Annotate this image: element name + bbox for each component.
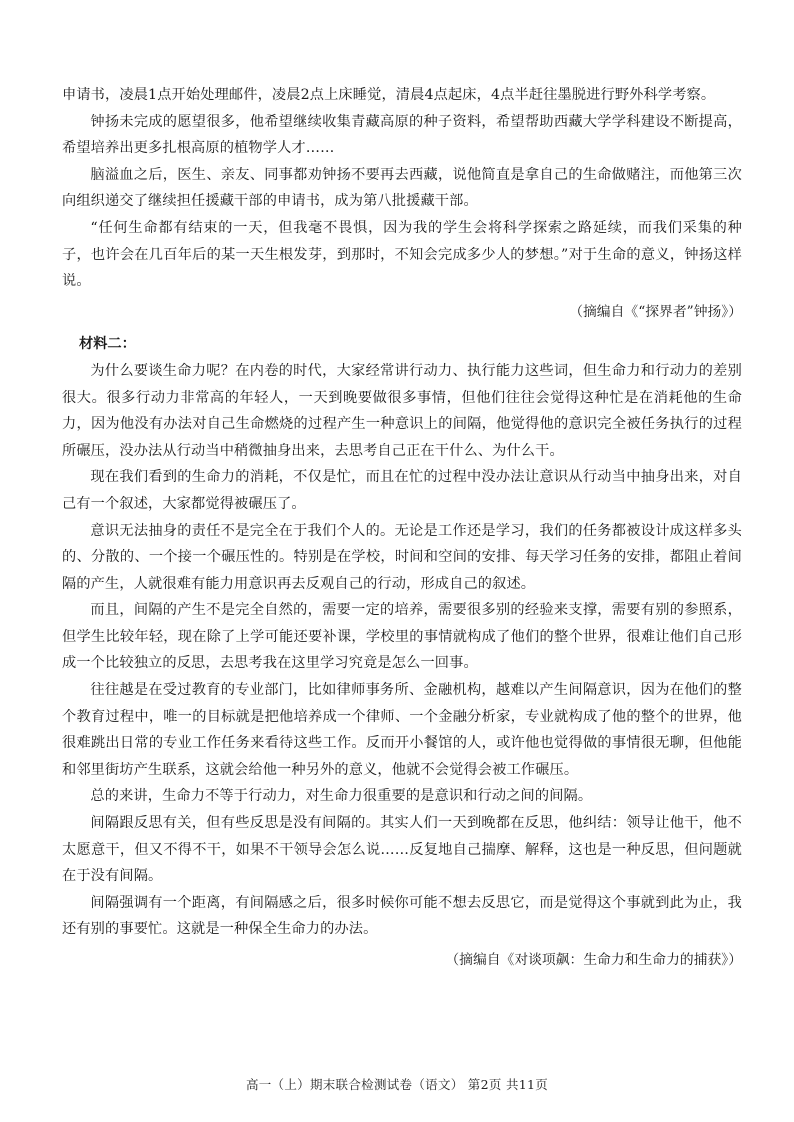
material2-paragraph-8: 间隔强调有一个距离，有间隔感之后，很多时候你可能不想去反思它，而是觉得这个事就到此为止，我还有别的事要忙。这就是一种保全生命力的办法。 [62,894,742,938]
material1-paragraph-1: 申请书，凌晨1点开始处理邮件，凌晨2点上床睡觉，清晨4点起床，4点半赶往墨脱进行野外科学考察。 [62,87,716,103]
material1-paragraph-3: 脑溢血之后，医生、亲友、同事都劝钟扬不要再去西藏，说他简直是拿自己的生命做赌注，而他第三次向组织递交了继续担任援藏干部的申请书，成为第八批援藏干部。 [62,166,742,210]
material2-paragraph-3: 意识无法抽身的责任不是完全在于我们个人的。无论是工作还是学习，我们的任务都被设计成这样多头的、分散的、一个接一个碾压性的。特别是在学校，时间和空间的安排、每天学习任务的安排，都阻止着间隔的产生，人就很难有能力用意识再去反观自己的行动，形成自己的叙述。 [62,522,742,592]
material2-paragraph-4: 而且，间隔的产生不是完全自然的，需要一定的培养，需要很多别的经验来支撑，需要有别的参照系，但学生比较年轻，现在除了上学可能还要补课，学校里的事情就构成了他们的整个世界，很难让他们自己形成一个比较独立的反思，去思考我在这里学习究竟是怎么一回事。 [62,602,742,672]
material1-paragraph-4: “任何生命都有结束的一天，但我毫不畏惧，因为我的学生会将科学探索之路延续，而我们采集的种子，也许会在几百年后的某一天生根发芽，到那时，不知会完成多少人的梦想。”对于生命的意义，钟扬这样说。 [62,219,742,290]
material2-source: （摘编自《对谈项飙：生命力和生命力的捕获》） [445,952,742,968]
page-footer: 高一（上）期末联合检测试卷（语文） 第2页 共11页 [245,1077,549,1092]
material2-paragraph-1: 为什么要谈生命力呢？在内卷的时代，大家经常讲行动力、执行能力这些词，但生命力和行动力的差别很大。很多行动力非常高的年轻人，一天到晚要做很多事情，但他们往往会觉得这种忙是在消耗他的生命力，因为他没有办法对自己生命燃烧的过程产生一种意识上的间隔，他觉得他的意识完全被任务执行的过程所碾压，没办法从行动当中稍微抽身出来，去思考自己正在干什么、为什么干。 [62,362,742,459]
page-content [62,82,742,980]
material2-paragraph-5: 往往越是在受过教育的专业部门，比如律师事务所、金融机构，越难以产生间隔意识，因为在他们的整个教育过程中，唯一的目标就是把他培养成一个律师、一个金融分析家，专业就构成了他的整个的世界，他很难跳出日常的专业工作任务来看待这些工作。反而开小餐馆的人，或许他也觉得做的事情很无聊，但他能和邻里街坊产生联系，这就会给他一种另外的意义，他就不会觉得会被工作碾压。 [62,682,742,778]
material2-paragraph-6: 总的来讲，生命力不等于行动力，对生命力很重要的是意识和行动之间的间隔。 [90,788,593,805]
material1-source: （摘编自《“探界者”钟扬》） [569,303,742,320]
material2-paragraph-7: 间隔跟反思有关，但有些反思是没有间隔的。其实人们一天到晚都在反思，他纠结：领导让他干，他不太愿意干，但又不得不干，如果不干领导会怎么说……反复地自己揣摩、解释，这也是一种反思，但问题就在于没有间隔。 [62,815,742,885]
material2-title: 材料二： [79,336,136,353]
material1-paragraph-2: 钟扬未完成的愿望很多，他希望继续收集青藏高原的种子资料，希望帮助西藏大学学科建设不断提高，希望培养出更多扎根高原的植物学人才…… [62,113,742,157]
material2-paragraph-2: 现在我们看到的生命力的消耗，不仅是忙，而且在忙的过程中没办法让意识从行动当中抽身出来，对自己有一个叙述，大家都觉得被碾压了。 [62,469,742,512]
